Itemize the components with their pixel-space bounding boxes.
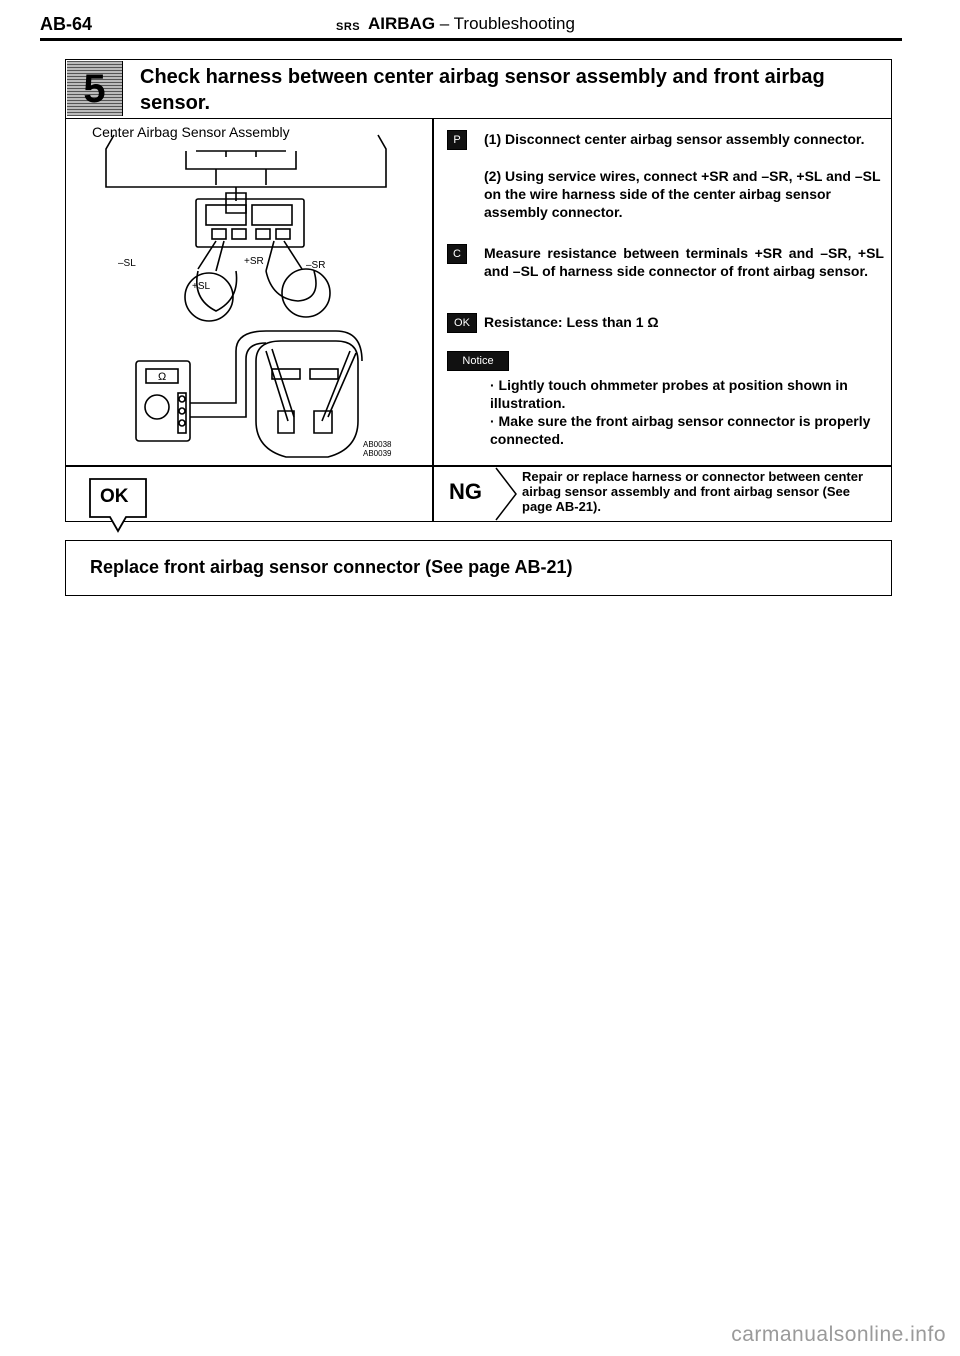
notice-item-1: · Lightly touch ohmmeter probes at position shown in illustration.	[490, 377, 848, 411]
label-pos-sl: +SL	[192, 281, 211, 292]
step-number: 5	[83, 67, 106, 111]
label-neg-sl: –SL	[118, 258, 136, 269]
label-pos-sr: +SR	[244, 256, 264, 267]
step-number-badge	[67, 61, 123, 116]
check-badge: C	[447, 244, 467, 264]
ohm-symbol-label: Ω	[158, 371, 167, 383]
system-tag: SRS	[336, 21, 361, 33]
section-title	[368, 14, 575, 34]
figure-caption: Center Airbag Sensor Assembly	[92, 124, 290, 140]
result-text: Replace front airbag sensor connector (See page AB-21)	[90, 557, 573, 577]
figure-ref-codes	[363, 440, 391, 458]
notice-badge: Notice	[447, 351, 509, 371]
ok-tag-label: OK	[100, 486, 129, 507]
label-neg-sr: –SR	[306, 260, 326, 271]
wiring-illustration	[66, 121, 432, 465]
section-title-sub: – Troubleshooting	[439, 14, 575, 33]
ok-criterion: Resistance: Less than 1 Ω	[484, 314, 659, 330]
step-title: Check harness between center airbag sensor assembly and front airbag sensor.	[140, 66, 825, 114]
check-text: Measure resistance between terminals +SR and –SR, +SL and –SL of harness side connector of front airbag sensor.	[484, 245, 884, 279]
ng-arrow-icon	[494, 466, 520, 522]
figure-bottom-rule	[65, 465, 434, 467]
page-code: AB-64	[40, 14, 93, 34]
ng-label: NG	[449, 479, 482, 504]
notice-item-2: · Make sure the front airbag sensor connector is properly connected.	[490, 413, 871, 447]
watermark: carmanualsonline.info	[731, 1323, 946, 1346]
ng-action: Repair or replace harness or connector between center airbag sensor assembly and front airbag sensor (See page AB-21).	[522, 469, 864, 514]
column-divider	[432, 119, 434, 522]
prep-badge: P	[447, 130, 467, 150]
prep-step-2: (2) Using service wires, connect +SR and –SR, +SL and –SL on the wire harness side of the center airbag sensor assembly connector.	[484, 168, 881, 220]
prep-step-1: (1) Disconnect center airbag sensor assembly connector.	[484, 131, 865, 147]
figure-ref-code-1: AB0038	[363, 440, 392, 449]
header-rule	[40, 38, 902, 41]
figure-ref-code-2: AB0039	[363, 449, 392, 458]
section-title-main: AIRBAG	[368, 14, 436, 33]
ok-badge: OK	[447, 313, 477, 333]
